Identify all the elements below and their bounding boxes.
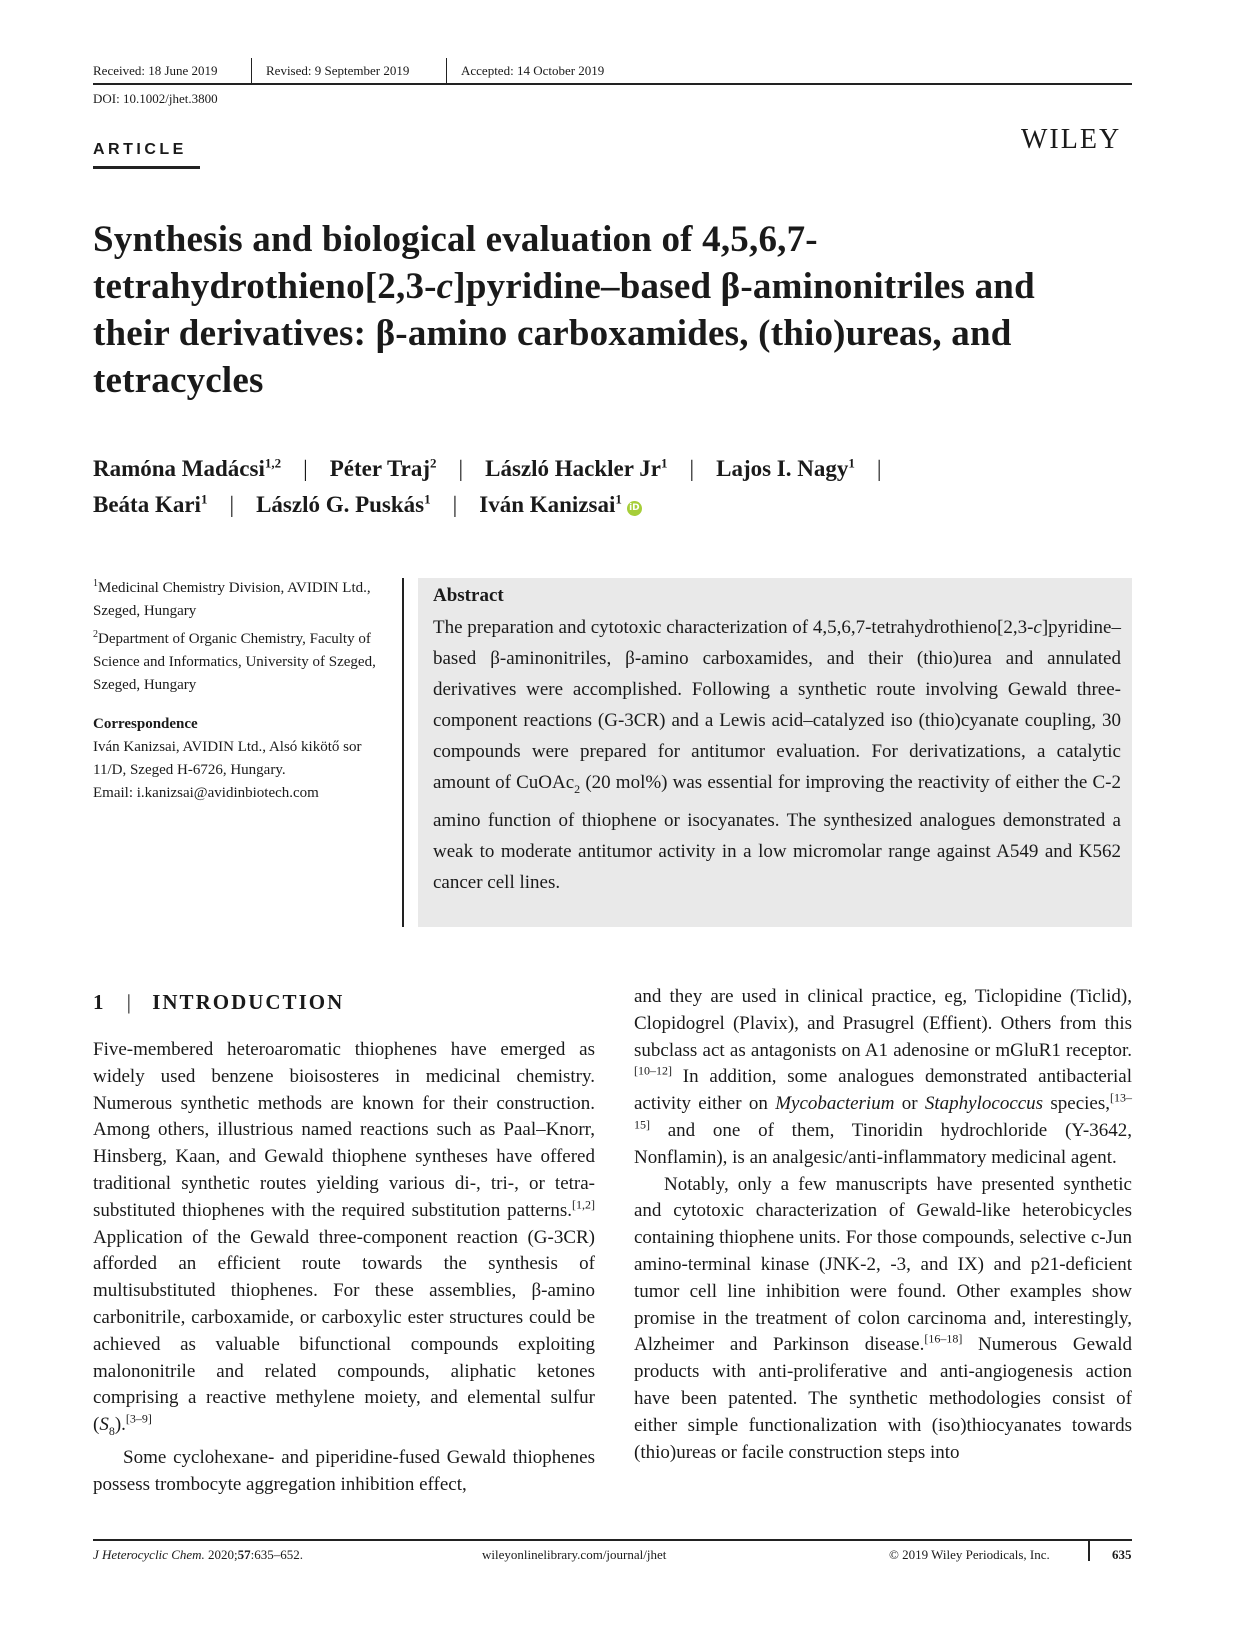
title-line: Synthesis and biological evaluation of 4,5,6,7- [93,219,818,260]
received-date: Received: 18 June 2019 [93,63,218,78]
article-label-underline [93,166,200,169]
title-line [93,263,1153,310]
header-rule [93,83,1132,85]
section-separator: | [126,990,131,1014]
section-title: INTRODUCTION [152,990,345,1014]
title-line: tetracycles [93,360,264,401]
author-name[interactable]: Beáta Kari$^1$ [93,491,208,517]
citation[interactable]: [13–15] [634,1090,1133,1132]
header-divider [251,58,252,84]
abstract-title: Abstract [433,585,504,606]
author-name[interactable]: Ramóna Madácsi$^{1,2}$ [93,455,282,481]
title-text: ]pyridine–based β-aminonitriles and [453,266,1035,307]
paragraph: Five-membered heteroaromatic thiophenes have emerged as widely used benzene bioisosteres in medicinal chemistry. Numerous synthetic methods are known for their construction. Among others, illustrious named reactions such as Paal–Knorr, Hinsberg, Kaan, and Gewald thiophene syntheses have offered traditional synthetic routes yielding various di-, tri-, or tetra-substituted thiophenes with the required substitution patterns.[1,2] Application of the Gewald three-component reaction (G-3CR) afforded an efficient route towards the synthesis of multisubstituted thiophenes. For these assemblies, β-amino carbonitrile, carboxamide, or carboxylic ester structures could be achieved as valuable bifunctional compounds exploiting malononitrile and related compounds, aliphatic ketones comprising a reactive methylene moiety, and elemental sulfur $(S_8).[3-9]$ [93,1039,595,1438]
author-name[interactable]: Péter Traj$^2$ [329,455,437,481]
page-number: 635 [1112,1547,1132,1562]
header-divider [446,58,447,84]
affiliation-1: $^1$Medicinal Chemistry Division, AVIDIN Ltd., Szeged, Hungary [93,578,371,619]
journal-citation: J Heterocyclic Chem. 2020;57:635–652. [93,1547,304,1562]
footer-divider [1088,1539,1090,1561]
orcid-icon[interactable]: iD [627,501,642,516]
correspondence-label: Correspondence [93,716,198,732]
abstract-body: The preparation and cytotoxic characterization of 4,5,6,7-tetrahydrothieno[2,3-c]pyridine–based β-aminonitriles, β-amino carboxamides, and their (thio)urea and annulated derivatives were accomplished. Following a synthetic route involving Gewald three-component reactions (G-3CR) and a Lewis acid–catalyzed iso (thio)cyanate coupling, 30 compounds were prepared for antitumor evaluation. For derivatizations, a catalytic amount of CuOAc$_2$ (20 mol%) was essential for improving the reactivity of either the C-2 amino function of thiophene or isocyanates. The synthesized analogues demonstrated a weak to moderate antitumor activity in a low micromolar range against A549 and K562 cancer cell lines. [433,617,1121,893]
correspondence-address: Iván Kanizsai, AVIDIN Ltd., Alsó kikötő sor 11/D, Szeged H-6726, Hungary. [93,739,362,778]
footer-rule [93,1539,1132,1541]
title-italic: c [436,266,454,307]
left-column [93,1037,595,1498]
citation[interactable]: [10–12] [634,1064,672,1079]
doi[interactable]: DOI: 10.1002/jhet.3800 [93,91,218,106]
revised-date: Revised: 9 September 2019 [266,63,410,78]
author-line-1: Ramóna Madácsi$^{1,2}$ | Péter Traj$^2$ | László Hackler Jr$^1$ | Lajos I. Nagy$^1$ | [93,455,882,481]
paragraph: Notably, only a few manuscripts have presented synthetic and cytotoxic characterization of Gewald-like heterobicycles containing thiophene units. For those compounds, selective c-Jun amino-terminal kinase (JNK-2, -3, and IX) and p21-deficient tumor cell line inhibition were found. Other examples show promise in the treatment of colon carcinoma and, interestingly, Alzheimer and Parkinson disease.[16–18] Numerous Gewald products with anti-proliferative and anti-angiogenesis action have been patented. The synthetic methodologies consist of either simple functionalization with (iso)thiocyanates towards (thio)ureas or facile construction steps into [634,1173,1132,1463]
author-line-2: Beáta Kari$^1$ | László G. Puskás$^1$ | Iván Kanizsai$^1$iD [93,491,642,518]
author-name[interactable]: László Hackler Jr$^1$ [485,455,668,481]
abstract-rule [402,578,404,927]
section-number: 1 [93,990,106,1014]
author-name[interactable]: László G. Puskás$^1$ [256,491,431,517]
author-name[interactable]: Iván Kanizsai$^1$ [479,491,622,517]
section-heading [93,990,344,1015]
copyright: © 2019 Wiley Periodicals, Inc. [889,1547,1050,1562]
paper-title [93,216,1153,404]
citation[interactable]: [3–9] [125,1411,152,1426]
journal-url[interactable]: wileyonlinelibrary.com/journal/jhet [482,1547,667,1562]
wiley-logo[interactable]: WILEY [1021,124,1122,155]
author-name[interactable]: Lajos I. Nagy$^1$ [716,455,855,481]
citation[interactable]: [16–18] [924,1332,963,1347]
paragraph: Some cyclohexane- and piperidine-fused Gewald thiophenes possess trombocyte aggregation inhibition effect, [93,1446,595,1495]
citation[interactable]: [1,2] [572,1197,595,1212]
right-column [634,984,1132,1466]
paragraph: and they are used in clinical practice, eg, Ticlopidine (Ticlid), Clopidogrel (Plavix), and Prasugrel (Effient). Others from this subclass act as antagonists on A1 adenosine or mGluR1 receptor.[10–12] In addition, some analogues demonstrated antibacterial activity either on Mycobacterium or Staphylococcus species,[13–15] and one of them, Tinoridin hydrochloride (Y-3642, Nonflamin), is an analgesic/anti-inflammatory medicinal agent. [634,986,1133,1168]
title-line: their derivatives: β-amino carboxamides, (thio)ureas, and [93,313,1012,354]
accepted-date: Accepted: 14 October 2019 [461,63,605,78]
affiliation-2: $^2$Department of Organic Chemistry, Faculty of Science and Informatics, University of Szeged, Szeged, Hungary [93,629,376,693]
correspondence-email[interactable]: Email: i.kanizsai@avidinbiotech.com [93,785,319,801]
title-text: tetrahydrothieno[2,3- [93,266,437,307]
article-label: ARTICLE [93,141,187,158]
